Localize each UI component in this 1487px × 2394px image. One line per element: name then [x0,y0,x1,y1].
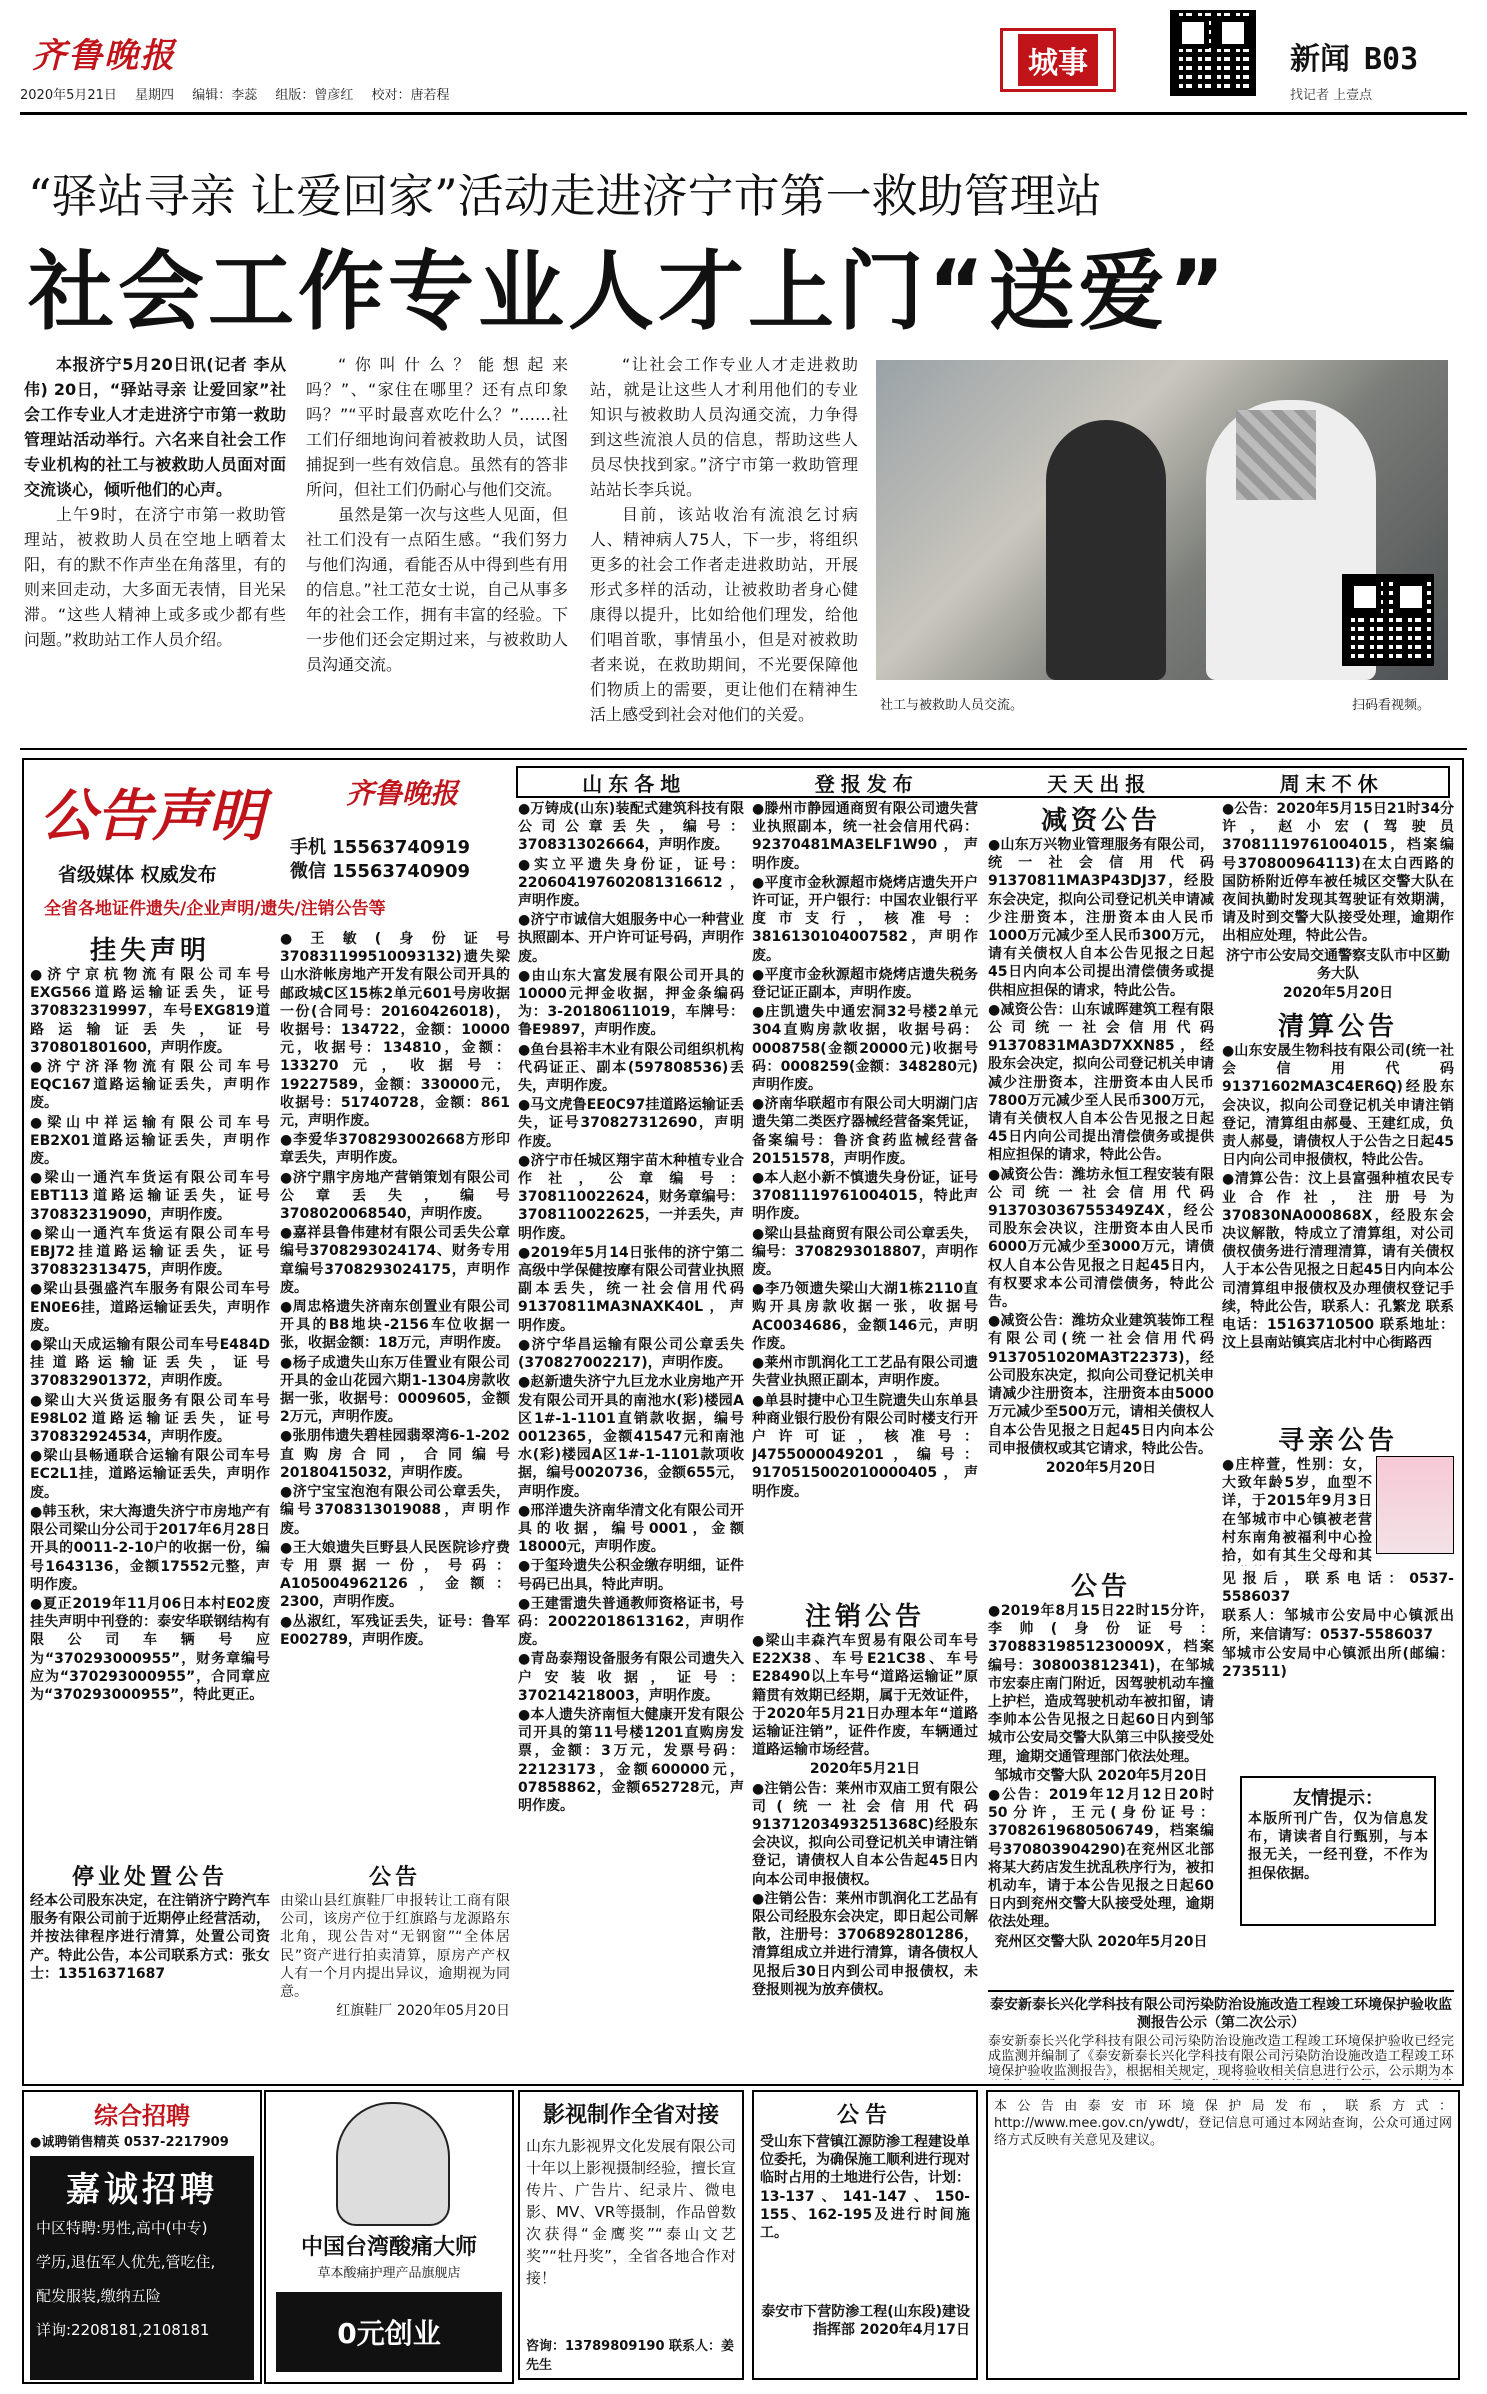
banner-item: 天天出报 [1047,771,1152,796]
headline: 社会工作专业人才上门“送爱” [28,242,1230,342]
classified-item: ●减资公告：潍坊众业建筑装饰工程有限公司(统一社会信用代码9137051020MA3T22373)，经公司股东决定，拟向公司登记机关申请减少注册资本，注册资本由5000万元减少至500万元，请相关债权人自本公告见报之日起45日内向本公司申报债权或其它请求，特此公告。 [988,1313,1214,1457]
recruit-sub: ●诚聘销售精英 0537-2217909 [30,2135,229,2150]
classified-item: ●鱼台县裕丰木业有限公司组织机构代码证正、副本(597808536)丢失，声明作废。 [518,1041,744,1095]
classified-item: ●梁山大兴货运服务有限公司车号E98L02道路运输证丢失，证号370832924534，声明作废。 [30,1392,270,1446]
classified-signature: 邹城市交警大队 2020年5月20日 [994,1767,1208,1784]
classified-item: ●滕州市静园通商贸有限公司遗失营业执照副本，统一社会信用代码：92370481MA3ELF1W90，声明作废。 [752,801,978,872]
classified-item: ●实立平遗失身份证，证号：220604197602081316612，声明作废。 [518,856,744,910]
classified-date: 2020年5月20日 [1045,1459,1157,1476]
classified-item: ●嘉祥县鲁伟建材有限公司丢失公章编号3708293024174、财务专用章编号3708293024175，声明作废。 [280,1225,510,1296]
wide-notice-text: 泰安新泰长兴化学科技有限公司污染防治设施改造工程竣工环境保护验收已经完成监测并编制了《泰安新泰长兴化学科技有限公司污染防治设施改造工程竣工环境保护验收监测报告》，根据相关规定，现将验收相关信息进行公示，公示期为本 [988,2034,1454,2079]
mascot-portrait [336,2102,450,2226]
banner-item: 周末不休 [1279,771,1384,796]
cancellation-notices [752,1632,978,2082]
construction-notice [752,2090,978,2380]
classified-item: ●莱州市凯润化工工艺品有限公司遗失营业执照正副本，声明作废。 [752,1355,978,1390]
classified-column-1 [30,966,270,1846]
gout-title: 中国台湾酸痛大师 [300,2235,477,2260]
announce-text: 受山东下营镇江源防渗工程建设单位委托，为确保施工顺利进行现对临时占用的土地进行公告，计划：13-137、141-147、150-155、162-195及进行时间施工。 [760,2134,970,2242]
classified-item: ●本人遗失济南恒大健康开发有限公司开具的第11号楼1201直购房发票，金额：3万元，发票号码：22123173，金额600000元，07858862，金额652728元，声明作废。 [518,1706,744,1814]
classified-item: ●李爱华3708293002668方形印章丢失，声明作废。 [280,1132,510,1167]
classified-item: ●梁山丰森汽车贸易有限公司车号E22X38、车号E21C38、车号E28490以上车号“道路运输证”原籍贯有效期已经期，属于无效证件，于2020年5月21日办理本年“道路运输证注销”，证件作废，车辆通过道路运输市场经营。 [752,1633,978,1759]
classified-item: ●梁山中祥运输有限公司车号EB2X01道路运输证丢失，声明作废。 [30,1114,270,1168]
classified-item: ●注销公告：莱州市凯润化工艺品有限公司经股东会决定，即日起公司解散，注册号：3706892801286，清算组成立并进行清算，请各债权人见报后30日内到公司申报债权，未登报则视为放弃债权。 [752,1890,978,1998]
gout-sub: 草本酸痛护理产品旗舰店 [317,2266,461,2281]
header-rule [20,112,1467,115]
classified-item: ●济宁济泽物流有限公司车号EQC167道路运输证丢失，声明作废。 [30,1059,270,1112]
reminder-title: 友情提示： [1293,1788,1383,1809]
classified-item: ●梁山一通汽车货运有限公司车号EBJ72挂道路运输证丢失，证号370832313475，声明作废。 [30,1225,270,1279]
classified-column-3 [518,800,744,2075]
kicker: “驿站寻亲 让爱回家”活动走进济宁市第一救助管理站 [28,169,1102,223]
cancellation-notice-title: 注销公告 [804,1602,925,1632]
classified-item: 经本公司股东决定，在注销济宁跨汽车服务有限公司前于近期停止经营活动，并按法律程序进行清算，处置公司资产。特此公告，本公司联系方式：张女士：13516371687 [30,1893,270,1982]
banner-item: 登报发布 [814,771,919,796]
article-column-1 [24,352,286,732]
classified-item: ●2019年8月15日22时15分许，李帅(身份证号：37088319851230009X，档案编号：308003812341)，在邹城市宏泰庄南门附近，因驾驶机动车撞上护栏，造成驾驶机动车被扣留，请李帅本公告见报之日起60日内到邹城市公安局交警大队第三中队接受处理，逾期交通管理部门依法处理。 [988,1603,1214,1765]
classified-item: 联系人：邹城市公安局中心镇派出所，来信请写：0537-5586037 [1222,1608,1454,1643]
classified-item: 邹城市公安局中心镇派出所(邮编：273511) [1222,1645,1454,1681]
classified-item: ●山东安晟生物科技有限公司(统一社会信用代码91371602MA3C4ER6Q)经股东会决议，拟向公司登记机关申请注销登记，清算组由郝曼、王建红成，负责人郝曼，请债权人于公告之日起45日内向公司申报债权，特此公告。 [1222,1043,1454,1169]
env-notice-continued [986,2090,1460,2380]
classified-item: 由梁山县红旗鞋厂申报转让工商有限公司，该房产位于红旗路与龙源路东北角，现公告对“无钢窗”“全体居民”资产进行拍卖清算，原房产产权人有一个月内提出异议，逾期视为同意。 [280,1893,510,2001]
classified-item: ●庄梓萱，性别：女，大致年龄5岁，血型不详，于2015年9月3日在邹城市中心镇被老营村东南角被福利中心捡拾，如有其生父母和其 [1222,1457,1372,1565]
family-search-title: 寻亲公告 [1277,1426,1398,1456]
classifieds-banner [516,766,1450,798]
recruit-ad [22,2090,262,2384]
classified-item: ●赵新遗失济宁九巨龙水业房地产开发有限公司开具的南池水(彩)楼园A区1#-1-1101直销款收据，编号0012365，金额41547元和南池水(彩)楼园A区1#-1-1101款项收据，编号0020736，金额655元，声明作废。 [518,1374,744,1500]
capital-reduction-title: 减资公告 [1040,806,1161,836]
classified-item: ●济宁市任城区翔宇苗木种植专业合作社，公章编号：3708110022624，财务章编号：3708110022625，一并丢失，声明作废。 [518,1152,744,1242]
banner-item: 山东各地 [582,771,687,796]
classified-item: ●梁山一通汽车货运有限公司车号EBT113道路运输证丢失，证号370832319090，声明作废。 [30,1170,270,1223]
announce-sign: 泰安市下营防渗工程(山东段)建设指挥部 2020年4月17日 [761,2304,970,2339]
classified-item: ●青岛泰翔设备服务有限公司遗失入户安装收据，证号：370214218003，声明作废。 [518,1651,744,1704]
classified-item: ●梁山县强盛汽车服务有限公司车号EN0E6挂，道路运输证丢失，声明作废。 [30,1281,270,1334]
classified-item: ●平度市金秋源超市烧烤店遗失开户许可证，开户银行：中国农业银行平度市支行，核准号：3816130104007582，声明作废。 [752,874,978,964]
classified-column-4 [752,800,978,1590]
classified-item: ●山东万兴物业管理服务有限公司，统一社会信用代码91370811MA3P43DJ37，经股东会决定，拟向公司登记机关申请减少注册资本，注册资本由人民币1000万元减少至人民币300万元，请有关债权人自本公告见报之日起45日内向本公司提出清偿债务或提供相应担保的请求，特此公告。 [988,837,1214,999]
recruit-title: 综合招聘 [94,2102,190,2130]
wide-notice-title: 泰安新泰长兴化学科技有限公司污染防治设施改造工程竣工环境保护验收监测报告公示（第二次公示） [990,1997,1452,2031]
film-text: 山东九影视界文化发展有限公司十年以上影视摄制经验，擅长宣传片、广告片、纪录片、微电影、MV、VR等摄制，作品曾数次获得“金鹰奖”“泰山文艺奖”“牡丹奖”，全省各地合作对接！ [526,2137,736,2287]
section-rule [20,748,1467,750]
page-number: B03 [1364,42,1419,77]
classified-item: ●夏正2019年11月06日本村E02废挂失声明中刊登的：泰安华联钢结构有限公司车辆号应为“370293000955”，财务章编号应为“370293000955”，合同章应为“370293000955”，特此更正。 [30,1595,270,1703]
family-search-contact [1222,1570,1454,1770]
classified-item: ●减资公告：潍坊永恒工程安装有限公司统一社会信用代码913703036755349Z4X，经公司股东会决议，注册资本由人民币6000万元减少至3000万元，请债权人自本公告见报之日起45日内，有权要求本公司清偿债务，特此公告。 [988,1166,1214,1311]
classified-item: ●丛淑红，军残证丢失，证号：鲁军E002789，声明作废。 [280,1613,510,1648]
wechat-number[interactable]: 15563740909 [332,861,471,882]
gout-foot: 0元创业 [276,2292,502,2372]
classifieds-scope: 全省各地证件遗失/企业声明/遗失/注销公告等 [44,899,386,919]
announce-title: 公告 [836,2103,893,2128]
jiacheng-line[interactable]: 详询:2208181,2108181 [36,2321,210,2339]
film-contact[interactable]: 咨询：13789809190 联系人：姜先生 [526,2339,735,2373]
classifieds-logo: 齐鲁晚报 [346,777,459,810]
classified-date: 2020年5月21日 [809,1761,921,1778]
classifieds-slogan: 省级媒体 权威发布 [58,864,217,886]
liquidation-notices [1222,1042,1454,1412]
classified-item: ●济宁鼎宇房地产营销策划有限公司公章丢失，编号3708020068540，声明作废。 [280,1169,510,1223]
classifieds-title: 公告声明 [40,784,264,849]
masthead: 齐鲁晚报 [32,36,176,76]
classified-item: ●注销公告：莱州市双庙工贸有限公司(统一社会信用代码91371203493251368C)经股东会决议，拟向公司登记机关申请注销登记，请债权人自本公告起45日内向本公司申报债权。 [752,1780,978,1888]
notice-title-2: 公告 [1070,1572,1131,1602]
date: 2020年5月21日 [20,88,117,103]
header-qr-code-icon[interactable] [1170,10,1256,96]
classified-item: ●济宁宝宝泡泡有限公司公章丢失，编号3708313019088，声明作废。 [280,1484,510,1537]
classified-column-2 [280,930,510,1825]
classified-item: ●于玺玲遗失公积金缴存明细，证件号码已出具，特此声明。 [518,1558,744,1593]
classified-item: ●梁山天成运输有限公司车号E484D挂道路运输证丢失，证号370832901372，声明作废。 [30,1337,270,1390]
section-name: 新闻 [1290,42,1350,77]
env-notice-text: 本公告由泰安市环境保护局发布，联系方式：http://www.mee.gov.cn/ywdt/，登记信息可通过本网站查询，公众可通过网络方式反映有关意见及建议。 [994,2099,1452,2148]
classified-item: ●本人赵小新不慎遗失身份证，证号37081119761004015，特此声明作废。 [752,1170,978,1223]
wechat-label: 微信 [290,861,326,882]
section-tag: 城事 [1000,28,1116,92]
classified-item: ●济宁华昌运输有限公司公章丢失(370827002217)，声明作废。 [518,1336,744,1372]
classified-item: ●由山东大富发展有限公司开具的10000元押金收据，押金条编码为：3-20180611019，车牌号：鲁E9897，声明作废。 [518,967,744,1039]
classified-item: ●庄凯遗失中通宏洞32号楼2单元304直购房款收据，收据号码：0008758(金额20000元)收据号码：0008259(金额：348280元)声明作废。 [752,1004,978,1094]
film-ad [518,2090,744,2380]
reporter-line: 找记者 上壹点 [1290,88,1373,103]
social-worker-figure [1046,420,1166,680]
classified-item: ●李乃领遗失梁山大湖1栋2110直购开具房款收据一张，收据号AC0034686，金额146元，声明作废。 [752,1281,978,1352]
liquidation-notice-title: 清算公告 [1277,1012,1398,1042]
reminder-text: 本版所刊广告，仅为信息发布，请读者自行甄别，与本报无关，一经刊登，不作为担保依据。 [1248,1811,1428,1882]
section-label [1290,34,1418,78]
article-column-2 [306,352,568,732]
jiacheng-line: 中区特聘:男性,高中(中专) [36,2219,208,2237]
classified-item: ●马文虎鲁EE0C97挂道路运输证丢失，证号370827312690，声明作废。 [518,1097,744,1150]
classified-item: ●2019年5月14日张伟的济宁第二高级中学保健按摩有限公司营业执照副本丢失，统一社会信用代码91370811MA3NAXK40L，声明作废。 [518,1244,744,1334]
proofreader: 校对：唐若程 [371,88,450,103]
classified-item: ●济宁京杭物流有限公司车号EXG566道路运输证丢失，证号370832319997，车号EXG819道路运输证丢失，证号370801801600，声明作废。 [30,967,270,1056]
classified-item: 见报后，联系电话：0537-5586037 [1222,1571,1454,1606]
classified-item: ●周忠格遗失济南东创置业有限公司开具的B8地块-2156车位收据一张，收据金额：18万元，声明作废。 [280,1299,510,1352]
classified-item: ●清算公告：汶上县富强种植农民专业合作社，注册号为370830NA000868X，经股东会决议解散，特成立了清算组，对公司债权债务进行清理清算，请有关债权人于本公告见报之日起45日内向本公司清算组申报债权及办理债权登记手续，特此公告，联系人：孔繁龙 联系电话：15163710500 联系地址：汶上县南站镇宾店北村中心街路西 [1222,1171,1454,1352]
film-title: 影视制作全省对接 [542,2103,719,2128]
layout-editor: 组版：曾彦红 [275,88,354,103]
article-paragraph: “你叫什么？能想起来吗？”、“家住在哪里？还有点印象吗？”“平时最喜欢吃什么？”……社工们仔细地询问着被救助人员，试图捕捉到一些有效信息。虽然有的答非所问，但社工们仍耐心与他们交流。 [306,355,568,499]
lost-notice-title: 挂失声明 [89,936,210,966]
wide-notice-rule [988,1990,1454,1992]
classified-item: ●公告：2020年5月15日21时34分许，赵小宏(驾驶员37081119761004015，档案编号370800964113)在太白西路的国防桥附近停车被任城区交警大队在夜间执勤时发现其驾驶证有效期满，请及时到交警大队接受处理，逾期作出相应处理，特此公告。 [1222,801,1454,945]
article-paragraph: 虽然是第一次与这些人见面，但社工们没有一点陌生感。“我们努力与他们沟通，看能否从中得到些有用的信息。”社工范女士说，自己从事多年的社会工作，拥有丰富的经验。下一步他们还会定期过来，与被救助人员沟通交流。 [306,505,568,674]
classified-item: ●王敏(身份证号370831199510093132)遗失梁山水浒帐房地产开发有限公司开具的邮政城C区15栋2单元601号房收据一份(合同号：20160426018)，收据号：134722，金额：10000元，收据号：134810，金额：133270元，收据号：19227589，金额：330000元，收据号：51740728，金额：861元，声明作废。 [280,931,510,1130]
friendly-reminder-box [1240,1776,1436,1926]
suspension-notice [30,1892,270,2072]
article-paragraph: 上午9时，在济宁市第一救助管理站，被救助人员在空地上晒着太阳，有的默不作声坐在角落里，有的则来回走动，大多面无表情，目光呆滞。“这些人精神上或多或少都有些问题。”救助站工作人员介绍。 [24,505,286,649]
classified-item: ●减资公告：山东诚晖建筑工程有限公司统一社会信用代码91370831MA3D7XXN85，经股东会决定，拟向公司登记机关申请减少注册资本，注册资本由人民币7800万元减少至人民币300万元，请有关债权人自本公告见报之日起45日内向公司提出清偿债务或提供相应担保的请求，特此公告。 [988,1001,1214,1164]
suspension-notice-title: 停业处置公告 [71,1865,228,1890]
article-paragraph: 目前，该站收治有流浪乞讨病人、精神病人75人，下一步，将组织更多的社会工作者走进救助站，开展形式多样的活动，让被救助者身心健康得以提升，比如给他们理发，给他们唱首歌，事情虽小，但是对被救助者来说，在救助期间，不光要保障他们物质上的需要，更让他们在精神生活上感受到社会对他们的关爱。 [590,505,858,724]
qr-caption: 扫码看视频。 [1352,698,1431,713]
traffic-notices [988,1602,1214,1982]
classified-item: ●济宁市诚信大姐服务中心一种营业执照副本、开户许可证号码，声明作废。 [518,912,744,965]
classified-item: ●梁山县盐商贸有限公司公章丢失，编号：3708293018807，声明作废。 [752,1225,978,1279]
date-line [20,84,464,103]
video-qr-code-icon[interactable] [1342,574,1434,666]
classified-item: ●邢洋遗失济南华清文化有限公司开具的收据，编号0001，金额18000元，声明作废。 [518,1502,744,1556]
missing-child-photo [1376,1456,1454,1554]
phone-label: 手机 [290,837,326,858]
jiacheng-line: 学历,退伍军人优先,管吃住, [36,2253,216,2271]
classified-column-5 [988,836,1214,1556]
classified-item: ●张朋伟遗失碧桂园翡翠湾6-1-202直购房合同，合同编号20180415032，声明作废。 [280,1428,510,1481]
classified-item: ●韩玉秋，宋大海遗失济宁市房地产有限公司梁山分公司于2017年6月28日开具的0011-2-10户的收据一份，编号1643136，金额17552元整，声明作废。 [30,1503,270,1593]
weekday: 星期四 [135,88,175,103]
classified-item: ●王大娘遗失巨野县人民医院诊疗费专用票据一份，号码：A105004962126，金额：2300，声明作废。 [280,1539,510,1611]
classified-item: ●公告：2019年12月12日20时50分许，王元(身份证号：37082619680506749，档案编号370803904290)在兖州区北部将某大药店发生扰乱秩序行为，被扣机动车，请于本公告见报之日起60日内到兖州交警大队接受处理，逾期依法处理。 [988,1787,1214,1931]
classified-item: ●梁山县畅通联合运输有限公司车号EC2L1挂，道路运输证丢失，声明作废。 [30,1448,270,1501]
article-paragraph: “让社会工作专业人才走进救助站，就是让这些人才利用他们的专业知识与被救助人员沟通交流，力争得到这些流浪人员的信息，帮助这些人员尽快找到家。”济宁市第一救助管理站站长李兵说。 [590,355,858,499]
jiacheng-title: 嘉诚招聘 [66,2170,218,2210]
classified-item: ●王建雷遗失普通教师资格证书，号码：20022018613162，声明作废。 [518,1595,744,1649]
jiacheng-line: 配发服装,缴纳五险 [36,2287,161,2305]
classified-item: ●杨子成遗失山东万佳置业有限公司开具的金山花园六期1-1304房款收据一张，收据号：0009605，金额2万元，声明作废。 [280,1354,510,1426]
family-search-notice [1222,1456,1372,1566]
photo-caption: 社工与被救助人员交流。 [880,698,1024,713]
classified-column-6 [1222,800,1454,1000]
blurred-face [1236,410,1316,500]
classified-signature: 红旗鞋厂 2020年05月20日 [336,2003,510,2020]
classified-notice [280,1892,510,2072]
classified-item: ●万铸成(山东)装配式建筑科技有限公司公章丢失，编号：3708313026664，声明作废。 [518,801,744,854]
classified-item: ●济南华联超市有限公司大明湖门店遗失第二类医疗器械经营备案凭证，备案编号：鲁济食药监械经营备20151578，声明作废。 [752,1096,978,1167]
classified-date: 2020年5月20日 [1282,985,1394,1000]
classifieds-contact [290,836,470,884]
editor: 编辑：李蕊 [192,88,258,103]
notice-title: 公告 [368,1865,421,1890]
classified-item: ●平度市金秋源超市烧烤店遗失税务登记证正副本，声明作废。 [752,966,978,1002]
classified-signature: 兖州区交警大队 2020年5月20日 [994,1933,1208,1950]
article-photo [876,360,1448,680]
article-column-3 [590,352,858,732]
phone-number[interactable]: 15563740919 [332,837,471,858]
article-paragraph: 本报济宁5月20日讯(记者 李从伟) 20日，“驿站寻亲 让爱回家”社会工作专业人才走进济宁市第一救助管理站活动举行。六名来自社会工作专业机构的社工与被救助人员面对面交流谈心，倾听他们的心声。 [24,355,286,499]
gout-ad [264,2090,514,2384]
classified-item: ●单县时捷中心卫生院遗失山东单县种商业银行股份有限公司时楼支行开户许可证，核准号：J4755000049201，编号：9170515002010000405，声明作废。 [752,1392,978,1500]
classified-signature: 济宁市公安局交通警察支队市中区勤务大队 [1226,947,1450,982]
